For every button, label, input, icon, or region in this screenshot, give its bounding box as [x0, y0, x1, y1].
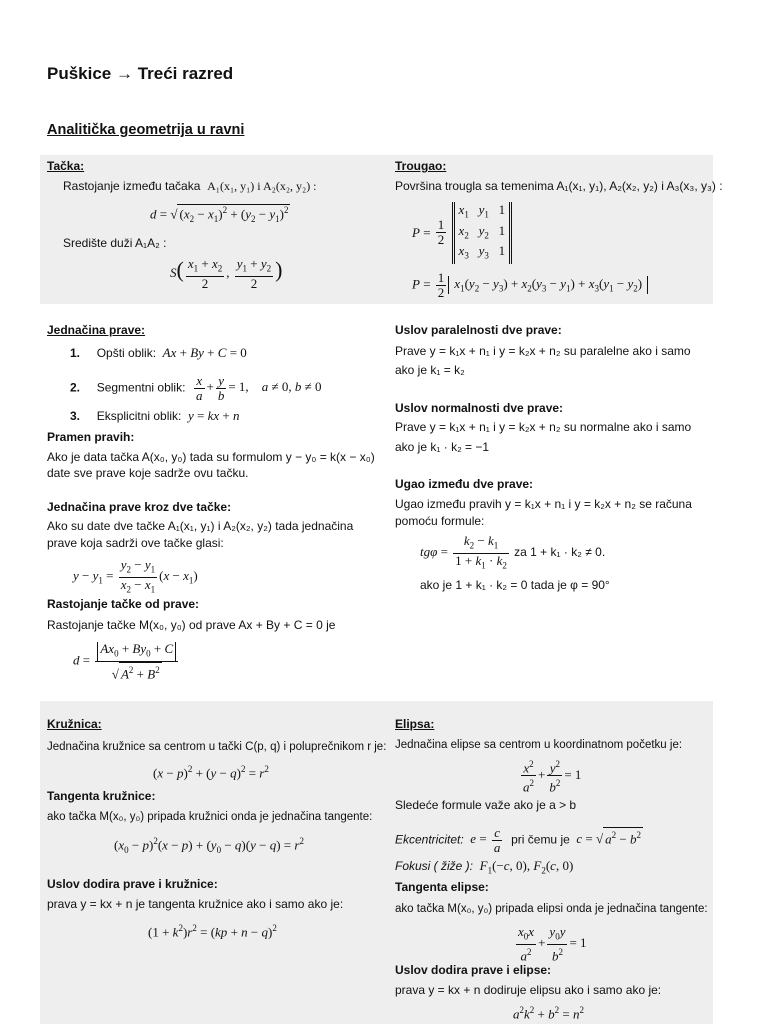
- kruznica-dodir-heading: Uslov dodira prave i kružnice:: [47, 877, 218, 891]
- section-title: Analitička geometrija u ravni: [47, 122, 245, 138]
- ellipse-tangency-condition: $a^2k^2 + b^2 = n^2$: [513, 1005, 584, 1022]
- ugao-heading: Ugao između dve prave:: [395, 477, 534, 491]
- elipsa-dodir-heading: Uslov dodira prave i elipse:: [395, 963, 552, 977]
- elipsa-line2: Sledeće formule važe ako je a > b: [395, 798, 577, 812]
- pramen-line2: date sve prave koje sadrže ovu tačku.: [47, 466, 249, 480]
- elipsa-fokusi: Fokusi ( žiže ): $F_1(-c$, 0), $F_2(c$, 0): [395, 858, 574, 876]
- midpoint-formula: S( $\frac{x_1 + x_2}{2}$ , $\frac{y_1 + y_2}{2}$ ): [170, 256, 283, 291]
- kroz-line1: Ako su date dve tačke A₁(x₁, y₁) i A₂(x₂, y₂) tada jednačina: [47, 519, 354, 533]
- tacka-midpoint-text: Središte duži A₁A₂ :: [63, 236, 167, 250]
- normal-heading: Uslov normalnosti dve prave:: [395, 401, 564, 415]
- ugao-line3: ako je 1 + k₁ · k₂ = 0 tada je φ = 90°: [420, 578, 610, 592]
- prava-item-1: 1. Opšti oblik: Ax + By + C = 0: [70, 345, 247, 360]
- kroz-line2: prave koja sadrži ove tačke glasi:: [47, 536, 224, 550]
- rastojanje-line: Rastojanje tačke M(x₀, y₀) od prave Ax + By + C = 0 je: [47, 618, 336, 632]
- rastojanje-heading: Rastojanje tačke od prave:: [47, 597, 200, 611]
- kroz-heading: Jednačina prave kroz dve tačke:: [47, 500, 232, 514]
- tacka-distance-text: Rastojanje između tačaka A₁(x₁, y₁) i A₂(x₂, y₂) :: [63, 179, 317, 193]
- ugao-line2: pomoću formule:: [395, 514, 485, 528]
- paralel-heading: Uslov paralelnosti dve prave:: [395, 323, 562, 337]
- tacka-heading: Tačka:: [47, 159, 85, 173]
- ellipse-formula: $\frac{x^2}{a^2}$ + $\frac{y^2}{b^2}$ = 1: [523, 759, 582, 795]
- normal-line1: Prave y = k₁x + n₁ i y = k₂x + n₂ su normalne ako i samo: [395, 420, 692, 434]
- ugao-line1: Ugao između pravih y = k₁x + n₁ i y = k₂x + n₂ se računa: [395, 497, 692, 511]
- circle-tangent-formula: $(x_0 - p)^2(x - p) + (y_0 - q)(y - q) = r^2$: [114, 836, 304, 855]
- page-title: Puškice → Treći razred: [47, 64, 234, 83]
- angle-formula: tgφ = $\frac{k_2 - k_1}{1 + k_1 \cdot k_2}$ za 1 + k₁ · k₂ ≠ 0.: [420, 533, 606, 571]
- area-determinant: P = $\frac{1}{2}$ $x_1$ $y_1$ 1 $x_2$ $y_2$ 1 $x_3$ $y_3$ 1: [412, 202, 512, 264]
- prava-heading: Jednačina prave:: [47, 323, 146, 337]
- elipsa-dodir-line: prava y = kx + n dodiruje elipsu ako i samo ako je:: [395, 983, 662, 997]
- kruznica-tangenta-line: ako tačka M(x₀, y₀) pripada kružnici onda je jednačina tangente:: [47, 811, 373, 823]
- elipsa-heading: Elipsa:: [395, 717, 435, 731]
- pramen-line1: Ako je data tačka A(x₀, y₀) tada su formulom y − y₀ = k(x − x₀): [47, 450, 375, 464]
- circle-formula: $(x - p)^2 + (y - q)^2 = r^2$: [153, 764, 269, 781]
- paralel-line2: ako je k₁ = k₂: [395, 363, 465, 377]
- ellipse-tangent-formula: $\frac{x_0x}{a^2}$ + $\frac{y_0y}{b^2}$ = 1: [518, 924, 587, 963]
- paralel-line1: Prave y = k₁x + n₁ i y = k₂x + n₂ su paralelne ako i samo: [395, 344, 691, 358]
- elipsa-line1: Jednačina elipse sa centrom u koordinatnom početku je:: [395, 739, 683, 751]
- circle-tangency-condition: $(1 + k^2)r^2 = (kp + n - q)^2$: [148, 923, 277, 940]
- point-line-distance-formula: d = $\frac{Ax_0 + By_0 + C}{√ A^2 + B^2}$: [73, 642, 180, 681]
- trougao-heading: Trougao:: [395, 159, 447, 173]
- two-point-formula: $y - y_1$ = $\frac{y_2 - y_1}{x_2 - x_1}$ $(x - x_1)$: [73, 557, 198, 595]
- prava-item-3: 3. Eksplicitni oblik: y = kx + n: [70, 408, 240, 423]
- kruznica-line1: Jednačina kružnice sa centrom u tački C(p, q) i poluprečnikom r je:: [47, 741, 387, 753]
- prava-item-2: 2. Segmentni oblik: $\frac{x}{a}$ + $\frac{y}{b}$ = 1, a ≠ 0, b ≠ 0: [70, 373, 322, 403]
- kruznica-tangenta-heading: Tangenta kružnice:: [47, 789, 156, 803]
- normal-line2: ako je k₁ · k₂ = −1: [395, 440, 490, 454]
- elipsa-tangenta-heading: Tangenta elipse:: [395, 880, 489, 894]
- elipsa-ekscentricitet: Ekcentricitet: e = $\frac{c}{a}$ pri čemu je c = √ $a^2 - b^2$: [395, 825, 641, 855]
- area-formula: P = $\frac{1}{2}$ $x_1(y_2 - y_3) + x_2(y_3 - y_1) + x_3(y_1 - y_2)$: [412, 271, 648, 300]
- kruznica-dodir-line: prava y = kx + n je tangenta kružnice ako i samo ako je:: [47, 897, 344, 911]
- pramen-heading: Pramen pravih:: [47, 430, 135, 444]
- elipsa-tangenta-line: ako tačka M(x₀, y₀) pripada elipsi onda je jednačina tangente:: [395, 903, 708, 915]
- kruznica-heading: Kružnica:: [47, 717, 102, 731]
- distance-formula: d = √ $(x_2 - x_1)^2 + (y_2 - y_1)^2$: [150, 205, 289, 224]
- trougao-text: Površina trougla sa temenima A₁(x₁, y₁), A₂(x₂, y₂) i A₃(x₃, y₃) :: [395, 179, 723, 193]
